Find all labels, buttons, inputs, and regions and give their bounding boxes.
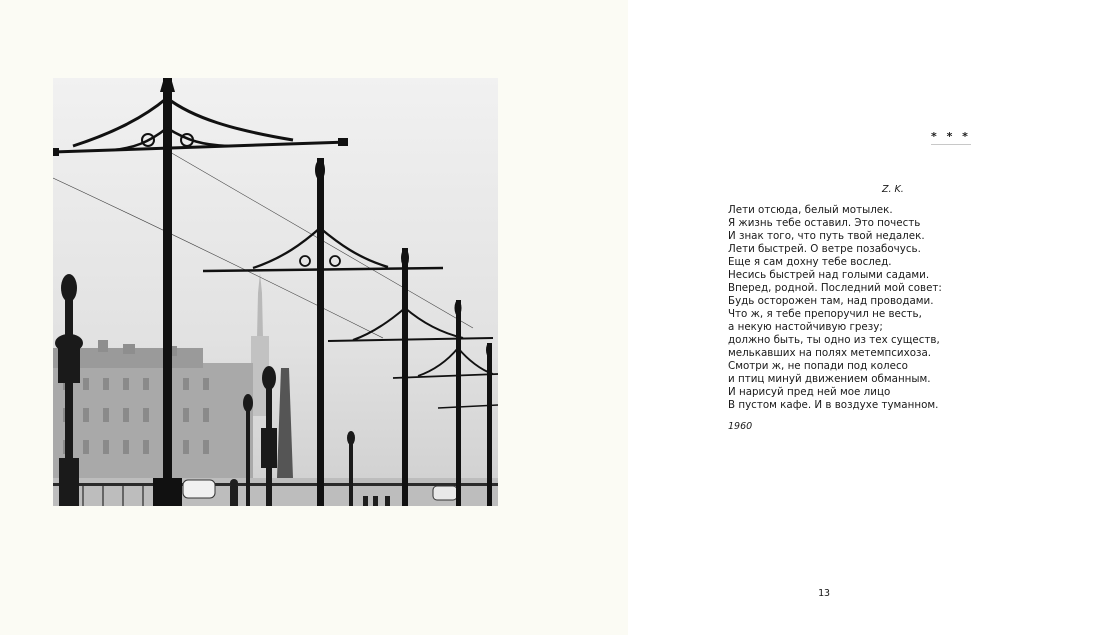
poem-text	[728, 204, 1088, 412]
poem-line: И нарисуй пред ней мое лицо	[728, 386, 891, 398]
poem-line: а некую настойчивую грезу;	[728, 321, 883, 333]
poem-line: Будь осторожен там, над проводами.	[728, 295, 934, 307]
poem-line: мелькавших на полях метемпсихоза.	[728, 347, 932, 359]
poem-line: Лети быстрей. О ветре позабочусь.	[728, 243, 921, 255]
poem-line: Я жизнь тебе оставил. Это почесть	[728, 217, 921, 229]
poem-line: Несись быстрей над голыми садами.	[728, 269, 930, 281]
poem-line: Вперед, родной. Последний мой совет:	[728, 282, 942, 294]
poem-line: и птиц минуй движением обманным.	[728, 373, 931, 385]
poem-line: Еще я сам дохну тебе вослед.	[728, 256, 892, 268]
page-number: 13	[818, 588, 831, 599]
poem-dedication: Z. K.	[882, 184, 904, 195]
poem-line: И знак того, что путь твой недалек.	[728, 230, 925, 242]
poem-ornament: * * *	[931, 130, 971, 143]
poem-line: В пустом кафе. И в воздухе туманном.	[728, 399, 939, 411]
right-page	[628, 0, 1100, 635]
street-lamps-photo	[53, 78, 498, 506]
poem-line: должно быть, ты одно из тех существ,	[728, 334, 940, 346]
poem-year: 1960	[728, 421, 753, 432]
poem-line: Смотри ж, не попади под колесо	[728, 360, 908, 372]
poem-line: Лети отсюда, белый мотылек.	[728, 204, 893, 216]
poem-line: Что ж, я тебе препоручил не весть,	[728, 308, 922, 320]
